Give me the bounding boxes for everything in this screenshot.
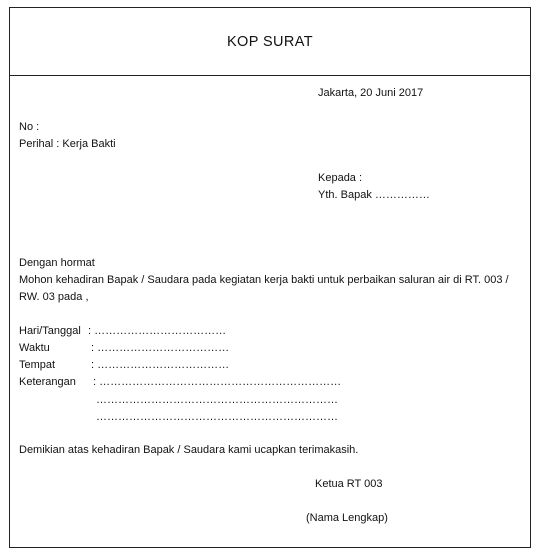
hari-value: : ……………………………… (88, 325, 227, 337)
keterangan-value-2: ………………………………………………………… (96, 394, 338, 406)
letterhead (10, 8, 530, 76)
waktu-value: : ……………………………… (91, 342, 230, 354)
body-line-1: Mohon kehadiran Bapak / Saudara pada kegiatan kerja bakti untuk perbaikan saluran air di RT. 003 / (19, 274, 509, 286)
recipient-yth: Yth. Bapak …………… (318, 189, 430, 201)
letter-subject: Perihal : Kerja Bakti (19, 138, 116, 150)
recipient-kepada: Kepada : (318, 172, 363, 184)
hari-label: Hari/Tanggal (19, 325, 81, 337)
tempat-value: : ……………………………… (91, 359, 230, 371)
greeting: Dengan hormat (19, 257, 95, 269)
closing-text: Demikian atas kehadiran Bapak / Saudara kami ucapkan terimakasih. (19, 444, 359, 456)
waktu-label: Waktu (19, 342, 50, 354)
letterhead-title: KOP SURAT (226, 33, 314, 50)
letter-number: No : (19, 121, 40, 133)
body-line-2: RW. 03 pada , (19, 291, 89, 303)
keterangan-value-1: : ………………………………………………………… (93, 376, 342, 388)
signature-title: Ketua RT 003 (315, 478, 383, 490)
signature-name: (Nama Lengkap) (306, 512, 388, 524)
letter-date: Jakarta, 20 Juni 2017 (318, 87, 424, 99)
keterangan-value-3: ………………………………………………………… (96, 411, 338, 423)
tempat-label: Tempat (19, 359, 56, 371)
keterangan-label: Keterangan (19, 376, 76, 388)
